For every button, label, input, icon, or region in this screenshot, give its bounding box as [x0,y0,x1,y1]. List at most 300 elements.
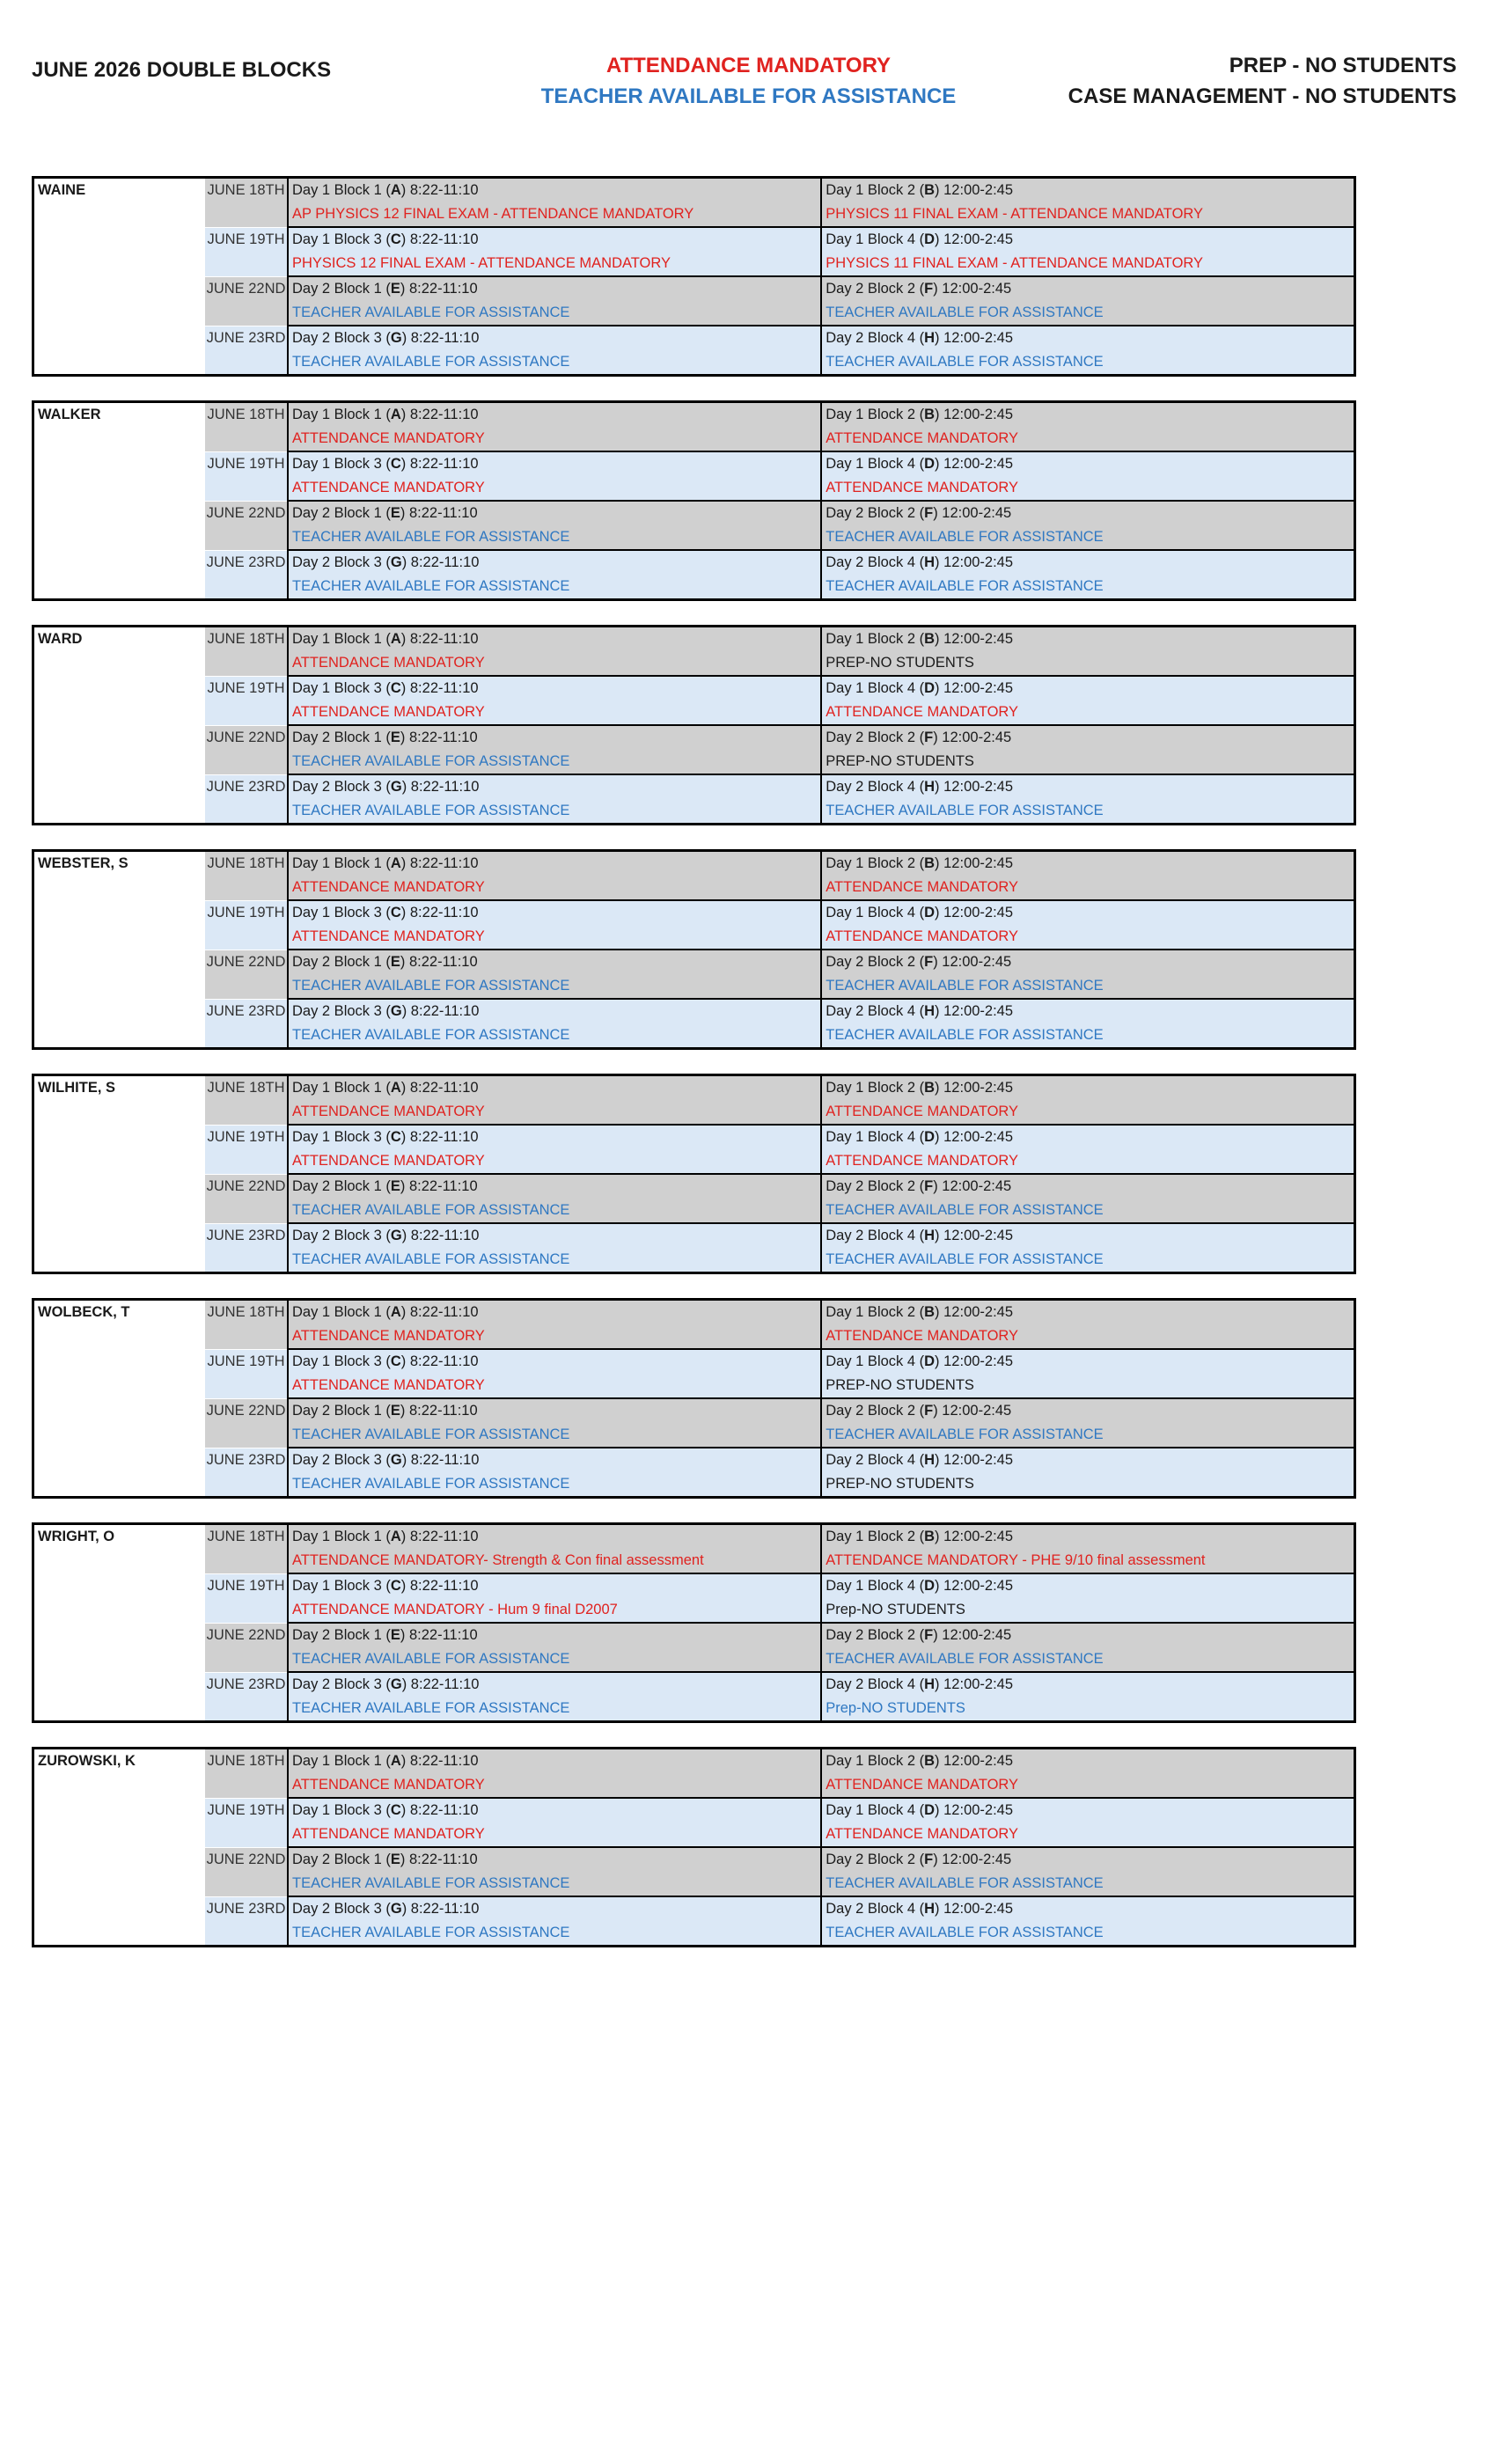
block-letter: F [924,1178,934,1194]
block-status: ATTENDANCE MANDATORY [292,430,485,446]
morning-block-cell [288,1524,821,1574]
block-status: ATTENDANCE MANDATORY [826,1328,1019,1344]
block-day-label: Day 1 Block 1 ( [292,855,391,871]
block-time-label [826,1000,1354,1023]
schedule-row [33,1223,1355,1273]
block-time-label [826,1126,1354,1149]
block-status: Prep-NO STUDENTS [826,1700,965,1716]
schedule-date: JUNE 19TH [205,1798,288,1847]
block-day-label: Day 2 Block 1 ( [292,730,391,745]
schedule-row [33,999,1355,1049]
block-letter: A [390,1753,401,1769]
block-time: ) 8:22-11:10 [401,554,480,570]
schedule-date: JUNE 22ND [205,1847,288,1896]
block-status: TEACHER AVAILABLE FOR ASSISTANCE [826,803,1104,818]
schedule-date: JUNE 22ND [205,725,288,774]
teacher-name: WOLBECK, T [33,1300,206,1498]
schedule-date: JUNE 23RD [205,1223,288,1273]
block-day-label: Day 1 Block 4 ( [826,905,925,920]
block-day-label: Day 1 Block 1 ( [292,1080,391,1096]
block-time-label [292,326,820,350]
block-letter: B [924,1753,936,1769]
block-time: ) 12:00-2:45 [935,182,1014,198]
afternoon-block-cell [821,227,1354,276]
block-letter: E [390,1178,400,1194]
block-status: TEACHER AVAILABLE FOR ASSISTANCE [292,1700,570,1716]
block-time: ) 8:22-11:10 [400,1802,479,1818]
schedule-row [33,1398,1355,1448]
block-time-label [826,950,1354,974]
block-status: TEACHER AVAILABLE FOR ASSISTANCE [292,1426,570,1442]
schedule-row [33,178,1355,228]
block-time-label [826,228,1354,252]
block-letter: E [390,505,400,521]
block-day-label: Day 1 Block 4 ( [826,1129,925,1145]
schedule-date: JUNE 19TH [205,227,288,276]
block-day-label: Day 1 Block 2 ( [826,1304,925,1320]
block-status: TEACHER AVAILABLE FOR ASSISTANCE [292,1251,570,1267]
block-letter: G [390,554,402,570]
block-letter: G [390,1901,402,1917]
block-time-label [292,901,820,925]
afternoon-block-cell [821,1448,1354,1498]
block-day-label: Day 2 Block 3 ( [292,1676,391,1692]
legend-prep-no-students: PREP - NO STUDENTS [1229,54,1457,77]
page-header [0,0,1497,141]
block-day-label: Day 1 Block 3 ( [292,1129,391,1145]
block-time: ) 12:00-2:45 [933,730,1012,745]
afternoon-block-cell [821,451,1354,501]
schedule-row [33,1524,1355,1574]
schedule-date: JUNE 23RD [205,774,288,825]
block-time-label [826,551,1354,575]
schedule-row [33,1125,1355,1174]
block-time-label [292,502,820,525]
block-letter: B [924,855,936,871]
schedule-row [33,402,1355,452]
block-letter: H [924,1003,936,1019]
morning-block-cell [288,276,821,326]
block-status: Prep-NO STUDENTS [826,1602,965,1617]
block-status: TEACHER AVAILABLE FOR ASSISTANCE [292,578,570,594]
block-letter: C [390,1802,401,1818]
afternoon-block-cell [821,178,1354,228]
block-letter: C [390,905,401,920]
block-day-label: Day 1 Block 1 ( [292,1304,391,1320]
afternoon-block-cell [821,627,1354,677]
block-day-label: Day 2 Block 3 ( [292,1003,391,1019]
block-status: ATTENDANCE MANDATORY [292,879,485,895]
schedule-row [33,1749,1355,1799]
block-time: ) 12:00-2:45 [933,505,1012,521]
block-time: ) 8:22-11:10 [400,1129,479,1145]
block-time-label [292,1673,820,1697]
block-time: ) 12:00-2:45 [935,631,1014,647]
teacher-schedule-table [32,1522,1356,1723]
block-time: ) 12:00-2:45 [935,779,1014,795]
schedule-date: JUNE 23RD [205,1672,288,1722]
block-day-label: Day 1 Block 1 ( [292,1529,391,1544]
block-status: TEACHER AVAILABLE FOR ASSISTANCE [292,1875,570,1891]
block-letter: G [390,330,402,346]
block-time: ) 12:00-2:45 [935,456,1014,472]
morning-block-cell [288,1398,821,1448]
schedule-row [33,725,1355,774]
block-day-label: Day 2 Block 3 ( [292,1228,391,1243]
schedule-row [33,1896,1355,1947]
schedule-date: JUNE 19TH [205,900,288,950]
block-time: ) 8:22-11:10 [400,730,478,745]
teacher-schedule-table [32,176,1356,377]
morning-block-cell [288,1349,821,1398]
afternoon-block-cell [821,1573,1354,1623]
block-letter: C [390,680,401,696]
block-letter: D [924,1353,936,1369]
block-time-label [826,677,1354,700]
block-time: ) 8:22-11:10 [401,1676,480,1692]
schedule-row [33,1174,1355,1223]
block-day-label: Day 2 Block 4 ( [826,1228,925,1243]
schedule-row [33,1349,1355,1398]
schedule-row [33,627,1355,677]
block-day-label: Day 2 Block 2 ( [826,505,925,521]
block-time: ) 12:00-2:45 [935,1228,1014,1243]
block-letter: F [924,1627,934,1643]
block-day-label: Day 2 Block 3 ( [292,779,391,795]
schedule-row [33,1075,1355,1126]
morning-block-cell [288,402,821,452]
morning-block-cell [288,326,821,376]
morning-block-cell [288,774,821,825]
block-status: PREP-NO STUDENTS [826,1476,974,1492]
schedule-row [33,1798,1355,1847]
block-time: ) 12:00-2:45 [935,1676,1014,1692]
morning-block-cell [288,627,821,677]
block-letter: D [924,456,936,472]
block-letter: F [924,954,934,970]
block-day-label: Day 1 Block 4 ( [826,231,925,247]
teacher-schedule-table [32,400,1356,601]
morning-block-cell [288,1174,821,1223]
block-status: TEACHER AVAILABLE FOR ASSISTANCE [292,1202,570,1218]
schedule-date: JUNE 18TH [205,178,288,228]
afternoon-block-cell [821,725,1354,774]
teacher-schedule-table [32,1074,1356,1274]
teacher-name: WRIGHT, O [33,1524,206,1722]
block-status: TEACHER AVAILABLE FOR ASSISTANCE [826,304,1104,320]
block-day-label: Day 2 Block 3 ( [292,1452,391,1468]
block-day-label: Day 2 Block 4 ( [826,1901,925,1917]
block-letter: G [390,1676,402,1692]
afternoon-block-cell [821,999,1354,1049]
block-time: ) 12:00-2:45 [933,1178,1012,1194]
block-letter: B [924,407,936,422]
schedule-row [33,1847,1355,1896]
block-time-label [826,901,1354,925]
block-time-label [826,1624,1354,1647]
afternoon-block-cell [821,1847,1354,1896]
block-day-label: Day 1 Block 1 ( [292,631,391,647]
block-status: TEACHER AVAILABLE FOR ASSISTANCE [826,1027,1104,1043]
block-time: ) 12:00-2:45 [933,281,1012,297]
block-time-label [826,179,1354,202]
block-day-label: Day 1 Block 4 ( [826,680,925,696]
block-day-label: Day 2 Block 1 ( [292,281,391,297]
block-time-label [826,1448,1354,1472]
block-status: TEACHER AVAILABLE FOR ASSISTANCE [826,1426,1104,1442]
block-time: ) 8:22-11:10 [401,1452,480,1468]
block-time: ) 8:22-11:10 [400,1852,478,1867]
block-day-label: Day 1 Block 2 ( [826,182,925,198]
morning-block-cell [288,451,821,501]
teacher-name: ZUROWSKI, K [33,1749,206,1947]
block-time: ) 12:00-2:45 [933,1403,1012,1419]
schedule-date: JUNE 19TH [205,1349,288,1398]
block-letter: G [390,1228,402,1243]
block-time: ) 8:22-11:10 [400,855,479,871]
block-day-label: Day 1 Block 3 ( [292,1353,391,1369]
block-time-label [292,627,820,651]
block-status: TEACHER AVAILABLE FOR ASSISTANCE [292,304,570,320]
block-time: ) 12:00-2:45 [935,1003,1014,1019]
schedule-row [33,501,1355,550]
teacher-schedule-table [32,1298,1356,1499]
block-status: ATTENDANCE MANDATORY [826,430,1019,446]
schedule-date: JUNE 22ND [205,276,288,326]
block-time-label [292,950,820,974]
block-day-label: Day 2 Block 4 ( [826,554,925,570]
block-time: ) 12:00-2:45 [935,1529,1014,1544]
afternoon-block-cell [821,1672,1354,1722]
schedule-date: JUNE 18TH [205,851,288,901]
block-status: TEACHER AVAILABLE FOR ASSISTANCE [826,1875,1104,1891]
block-time-label [826,1799,1354,1822]
legend-case-management: CASE MANAGEMENT - NO STUDENTS [1068,84,1457,108]
block-time: ) 8:22-11:10 [401,1228,480,1243]
block-letter: D [924,1578,936,1594]
schedule-date: JUNE 23RD [205,326,288,376]
block-time-label [292,403,820,427]
block-status: ATTENDANCE MANDATORY [292,1328,485,1344]
afternoon-block-cell [821,1398,1354,1448]
schedule-row [33,774,1355,825]
afternoon-block-cell [821,550,1354,600]
block-status: ATTENDANCE MANDATORY [826,879,1019,895]
afternoon-block-cell [821,1223,1354,1273]
block-time-label [292,775,820,799]
block-letter: E [390,730,400,745]
block-time-label [292,1350,820,1374]
schedule-date: JUNE 23RD [205,550,288,600]
block-time: ) 12:00-2:45 [935,1304,1014,1320]
afternoon-block-cell [821,1349,1354,1398]
schedule-date: JUNE 18TH [205,1075,288,1126]
block-time: ) 12:00-2:45 [935,855,1014,871]
block-day-label: Day 1 Block 3 ( [292,456,391,472]
block-time-label [292,1399,820,1423]
block-time: ) 8:22-11:10 [400,631,479,647]
block-letter: A [390,631,401,647]
block-time-label [292,228,820,252]
afternoon-block-cell [821,676,1354,725]
block-time-label [826,1574,1354,1598]
schedule-date: JUNE 22ND [205,1174,288,1223]
block-letter: F [924,730,934,745]
schedule-row [33,326,1355,376]
block-day-label: Day 1 Block 3 ( [292,1802,391,1818]
block-time-label [292,179,820,202]
block-day-label: Day 1 Block 4 ( [826,1802,925,1818]
block-day-label: Day 2 Block 3 ( [292,330,391,346]
block-time-label [292,1224,820,1248]
teacher-name: WILHITE, S [33,1075,206,1273]
block-time-label [292,1799,820,1822]
block-time: ) 8:22-11:10 [400,456,479,472]
block-time: ) 12:00-2:45 [933,954,1012,970]
block-time: ) 8:22-11:10 [400,182,479,198]
schedule-date: JUNE 18TH [205,1300,288,1350]
afternoon-block-cell [821,402,1354,452]
block-day-label: Day 1 Block 1 ( [292,1753,391,1769]
block-letter: A [390,1080,401,1096]
block-day-label: Day 2 Block 1 ( [292,1403,391,1419]
block-day-label: Day 2 Block 2 ( [826,1627,925,1643]
block-letter: A [390,182,401,198]
block-time: ) 12:00-2:45 [935,1452,1014,1468]
block-time: ) 12:00-2:45 [935,1802,1014,1818]
block-time: ) 8:22-11:10 [400,407,479,422]
block-time-label [292,1301,820,1324]
block-day-label: Day 2 Block 2 ( [826,1178,925,1194]
block-time: ) 8:22-11:10 [400,505,478,521]
block-letter: H [924,779,936,795]
block-time: ) 8:22-11:10 [400,1578,479,1594]
morning-block-cell [288,1847,821,1896]
block-letter: F [924,281,934,297]
block-time-label [292,677,820,700]
block-day-label: Day 1 Block 2 ( [826,407,925,422]
block-status: TEACHER AVAILABLE FOR ASSISTANCE [292,1476,570,1492]
block-letter: B [924,1080,936,1096]
block-day-label: Day 1 Block 2 ( [826,855,925,871]
block-status: ATTENDANCE MANDATORY [292,704,485,720]
block-time: ) 8:22-11:10 [400,1178,478,1194]
morning-block-cell [288,1075,821,1126]
block-time-label [292,852,820,876]
block-status: TEACHER AVAILABLE FOR ASSISTANCE [826,1202,1104,1218]
block-status: PREP-NO STUDENTS [826,1377,974,1393]
block-day-label: Day 1 Block 2 ( [826,1080,925,1096]
block-day-label: Day 1 Block 2 ( [826,1753,925,1769]
block-time-label [292,1749,820,1773]
schedule-date: JUNE 22ND [205,950,288,999]
block-time-label [292,1175,820,1199]
afternoon-block-cell [821,1623,1354,1672]
block-time: ) 12:00-2:45 [933,1627,1012,1643]
block-day-label: Day 1 Block 4 ( [826,456,925,472]
block-time: ) 8:22-11:10 [401,1901,480,1917]
afternoon-block-cell [821,1524,1354,1574]
block-letter: D [924,231,936,247]
block-time: ) 12:00-2:45 [935,905,1014,920]
block-day-label: Day 2 Block 2 ( [826,281,925,297]
block-status: ATTENDANCE MANDATORY [292,655,485,671]
block-letter: G [390,779,402,795]
block-time-label [826,452,1354,476]
block-time-label [292,726,820,750]
block-day-label: Day 2 Block 2 ( [826,1403,925,1419]
teacher-name: WEBSTER, S [33,851,206,1049]
block-time-label [826,1224,1354,1248]
block-time-label [826,627,1354,651]
schedule-row [33,1448,1355,1498]
afternoon-block-cell [821,501,1354,550]
afternoon-block-cell [821,1125,1354,1174]
block-status: TEACHER AVAILABLE FOR ASSISTANCE [826,1651,1104,1667]
morning-block-cell [288,676,821,725]
block-time: ) 8:22-11:10 [400,1627,478,1643]
block-status: ATTENDANCE MANDATORY [826,1777,1019,1793]
block-status: ATTENDANCE MANDATORY [292,1377,485,1393]
block-status: AP PHYSICS 12 FINAL EXAM - ATTENDANCE MANDATORY [292,206,694,222]
block-letter: E [390,954,400,970]
schedule-date: JUNE 22ND [205,1623,288,1672]
block-time-label [826,1673,1354,1697]
block-time: ) 8:22-11:10 [401,330,480,346]
afternoon-block-cell [821,1896,1354,1947]
block-time: ) 12:00-2:45 [933,1852,1012,1867]
block-time-label [826,1749,1354,1773]
block-time-label [826,726,1354,750]
block-status: TEACHER AVAILABLE FOR ASSISTANCE [826,978,1104,994]
legend-attendance-mandatory: ATTENDANCE MANDATORY [605,54,892,77]
block-letter: C [390,1578,401,1594]
block-time-label [826,1399,1354,1423]
morning-block-cell [288,178,821,228]
block-time: ) 12:00-2:45 [935,1578,1014,1594]
block-status: ATTENDANCE MANDATORY [826,1104,1019,1119]
block-status: PHYSICS 11 FINAL EXAM - ATTENDANCE MANDATORY [826,206,1204,222]
block-time: ) 12:00-2:45 [935,1901,1014,1917]
block-time-label [826,775,1354,799]
afternoon-block-cell [821,1300,1354,1350]
schedule-date: JUNE 22ND [205,501,288,550]
block-time: ) 8:22-11:10 [400,1529,479,1544]
block-time: ) 8:22-11:10 [400,1080,479,1096]
block-status: ATTENDANCE MANDATORY [292,480,485,495]
block-time-label [292,1126,820,1149]
schedule-date: JUNE 23RD [205,999,288,1049]
morning-block-cell [288,1672,821,1722]
block-status: TEACHER AVAILABLE FOR ASSISTANCE [292,354,570,370]
block-time: ) 8:22-11:10 [400,281,478,297]
schedule-date: JUNE 19TH [205,1125,288,1174]
block-time-label [826,1076,1354,1100]
morning-block-cell [288,1896,821,1947]
schedule-row [33,1300,1355,1350]
morning-block-cell [288,550,821,600]
morning-block-cell [288,1623,821,1672]
afternoon-block-cell [821,774,1354,825]
block-time: ) 8:22-11:10 [400,231,479,247]
afternoon-block-cell [821,1798,1354,1847]
block-time-label [826,1350,1354,1374]
afternoon-block-cell [821,851,1354,901]
block-time: ) 12:00-2:45 [935,1753,1014,1769]
morning-block-cell [288,501,821,550]
block-letter: E [390,1852,400,1867]
block-letter: H [924,554,936,570]
